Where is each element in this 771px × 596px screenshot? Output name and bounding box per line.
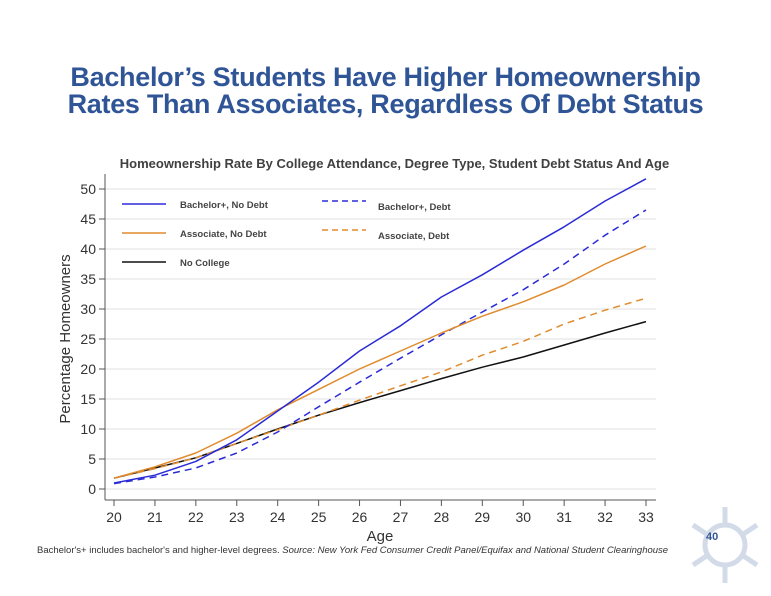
y-tick-label: 30 <box>80 301 96 317</box>
page-number: 40 <box>706 531 719 543</box>
x-tick-label: 26 <box>351 509 368 525</box>
series-lines <box>114 179 646 484</box>
x-tick-label: 31 <box>556 509 572 525</box>
legend-label: Associate, No Debt <box>180 229 267 240</box>
x-tick-label: 29 <box>474 509 491 525</box>
footnote-source: Source: New York Fed Consumer Credit Panel/Equifax and National Student Clearinghouse <box>282 545 669 556</box>
series-line-bachelor-debt <box>114 210 646 484</box>
y-tick-label: 20 <box>80 361 96 377</box>
x-tick-label: 22 <box>188 509 204 525</box>
x-tick-label: 23 <box>228 509 245 525</box>
y-tick-label: 25 <box>80 331 96 347</box>
y-tick-label: 15 <box>80 391 96 407</box>
series-line-associate-debt <box>114 298 646 478</box>
y-tick-label: 40 <box>80 241 96 257</box>
y-tick-label: 10 <box>80 421 96 437</box>
axes <box>80 174 656 525</box>
x-tick-label: 25 <box>310 509 327 525</box>
x-tick-label: 21 <box>147 509 163 525</box>
legend <box>122 200 451 269</box>
legend-label: No College <box>180 258 230 269</box>
chart-title: Homeownership Rate By College Attendance, Degree Type, Student Debt Status And Age <box>119 156 670 171</box>
x-tick-label: 28 <box>433 509 450 525</box>
footnote-text: Bachelor's+ includes bachelor's and higher-level degrees. <box>37 545 283 556</box>
x-tick-label: 27 <box>392 509 409 525</box>
slide-title-line-1: Bachelor’s Students Have Higher Homeownership <box>70 62 701 92</box>
series-line-bachelor-no-debt <box>114 179 646 483</box>
x-axis-label: Age <box>366 528 394 545</box>
x-tick-label: 20 <box>106 509 122 525</box>
legend-label: Associate, Debt <box>378 231 450 242</box>
footnote <box>37 545 668 556</box>
snowflake-logo-icon <box>685 505 765 585</box>
series-line-no-college <box>114 322 646 479</box>
y-tick-label: 0 <box>88 481 96 497</box>
y-tick-label: 45 <box>80 211 96 227</box>
series-line-associate-no-debt <box>114 246 646 478</box>
y-axis-label: Percentage Homeowners <box>57 254 74 424</box>
x-tick-label: 32 <box>597 509 613 525</box>
x-tick-label: 33 <box>638 509 654 525</box>
legend-label: Bachelor+, No Debt <box>180 200 268 211</box>
y-tick-label: 50 <box>80 181 96 197</box>
x-tick-label: 24 <box>269 509 286 525</box>
x-tick-label: 30 <box>515 509 532 525</box>
y-tick-label: 5 <box>88 451 96 467</box>
legend-label: Bachelor+, Debt <box>378 202 451 213</box>
y-tick-label: 35 <box>80 271 96 287</box>
slide-title-line-2: Rates Than Associates, Regardless Of Debt Status <box>67 89 704 119</box>
